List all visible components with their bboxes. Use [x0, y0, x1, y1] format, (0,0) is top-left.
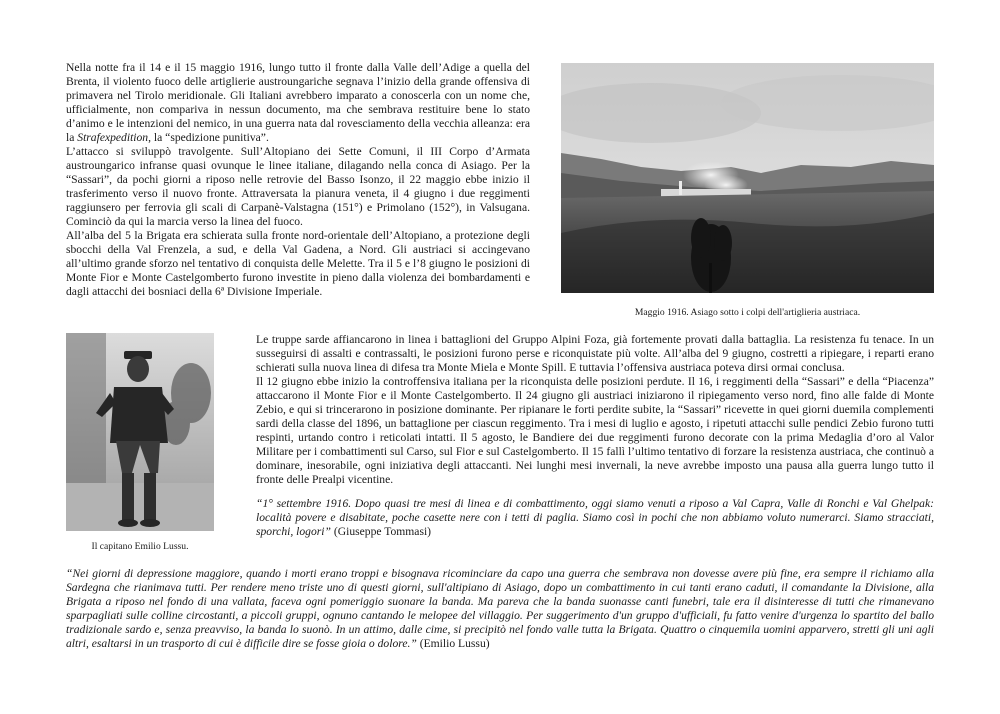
tommasi-quote-author: (Giuseppe Tommasi) [333, 525, 432, 538]
asiago-photo-image [561, 63, 934, 293]
middle-text [256, 333, 934, 487]
tommasi-quote [256, 497, 934, 539]
asiago-photo-caption: Maggio 1916. Asiago sotto i colpi dell'artiglieria austriaca. [634, 307, 861, 318]
intro-text [66, 61, 530, 299]
strafexpedition-term: Strafexpedition [77, 131, 149, 144]
intro-paragraph-1: Nella notte fra il 14 e il 15 maggio 1916, lungo tutto il fronte dalla Valle dell’Adige a quella del Brenta, il violento fuoco delle artiglierie austroungariche segnava l’inizio della grande offensiva di primavera nel Tirolo meridionale. Gli Italiani avrebbero imparato a conoscerla con un nome che, ufficialmente, non compariva in nessun documento, ma che sembrava restituire bene lo stato d’animo e le intenzioni del nemico, in una guerra nata dal rovesciamento della vecchia alleanza: era la Strafexpedition, la “spedizione punitiva”. [66, 61, 530, 144]
lussu-quote-author: (Emilio Lussu) [419, 637, 490, 650]
lussu-photo-image [66, 333, 214, 531]
intro-paragraph-3: All’alba del 5 la Brigata era schierata sulla fronte nord-orientale dell’Altopiano, a protezione degli sbocchi della Val Frenzela, a sud, e della Val Gadena, a Nord. Gli austriaci si accingevano all’ultimo grande sforzo nel tentativo di conquista delle Melette. Tra il 5 e l’8 giugno le posizioni di Monte Fior e Monte Castelgomberto furono investite in pieno dalla violenza dei bombardamenti e dagli attacchi dei bosniaci della 6ª Divisione Imperiale. [66, 229, 530, 298]
lussu-photo [66, 333, 214, 531]
middle-paragraph-2: Il 12 giugno ebbe inizio la controffensiva italiana per la riconquista delle posizioni perdute. Il 16, i reggimenti della “Sassari” e della “Piacenza” attaccarono il Monte Fior e il Monte Castelgomberto. Il 24 giugno gli austriaci iniziarono il ripiegamento verso nord, fino alle falde di Monte Zebio, e qui si trincerarono in posizione dominante. Per ripianare le forti perdite subite, la “Sassari” ricevette in quei giorni duemila complementi sardi della classe del 1896, un battaglione per ciascun reggimento. Tra i mesi di luglio e agosto, i ripetuti attacchi sulle pendici Zebio furono tutti respinti, urtando contro i reticolati intatti. Il 5 agosto, le Bandiere dei due reggimenti furono decorate con la prima Medaglia d’oro al Valor Militare per i combattimenti sul Carso, sul Fior e sul Castelgomberto. Il 15 fallì l’ultimo tentativo di forzare la resistenza austriaca, che continuò a dominare, inesorabile, ogni iniziativa degli attaccanti. Nei lunghi mesi invernali, la neve avrebbe imposto una pausa alla guerra lungo tutto il fronte delle Prealpi vicentine. [256, 375, 934, 486]
lussu-quote [66, 567, 934, 651]
lussu-quote-text: “Nei giorni di depressione maggiore, quando i morti erano troppi e bisognava ricominciare da capo una guerra che sembrava non dovesse avere più fine, era sempre il richiamo alla Sardegna che rianimava tutti. Per rendere meno triste uno di questi giorni, sull'altipiano di Asiago, dopo un combattimento in cui tanti erano caduti, il comandante la Divisione, alla Brigata a riposo nel fondo di una vallata, faceva ogni pomeriggio suonare la banda. Ma pareva che la banda suonasse canti funebri, tale era il disinteresse di tutti che rimanevano sparpagliati sulle colline circostanti, a piccoli gruppi, ognuno cantando le melopee del villaggio. Per suggerimento d'un gruppo d'ufficiali, fu fatto venire d'urgenza lo spartito del ballo tradizionale sardo e, senza preavviso, la banda lo suonò. In un attimo, dalle cime, si precipitò nel fondo valle tutta la Brigata. Quattro o cinquemila uomini apparvero, stretti gli uni agli altri, esaltarsi in un trasporto di cui è difficile dire se fosse gioia o dolore.” [66, 567, 934, 650]
intro-paragraph-2: L’attacco si sviluppò travolgente. Sull’Altopiano dei Sette Comuni, il III Corpo d’Armata austroungarico infranse quasi ovunque le linee italiane, dilagando nella conca di Asiago. Per la “Sassari”, da pochi giorni a riposo nelle retrovie del Basso Isonzo, il 22 maggio ebbe inizio il trasferimento verso il nuovo fronte. Attraversata la pianura veneta, il 4 giugno i due reggimenti raggiunsero per ferrovia gli scali di Carpanè-Valstagna (151°) e Primolano (152°), in Valsugana. Cominciò da qui la marcia verso la linea del fuoco. [66, 145, 530, 228]
middle-paragraph-1: Le truppe sarde affiancarono in linea i battaglioni del Gruppo Alpini Foza, già fortemente provati dalla battaglia. La resistenza fu tenace. In un susseguirsi di assalti e contrassalti, le posizioni furono perse e riconquistate più volte. All’alba del 9 giugno, costretti a ripiegare, i reparti erano schierati sulla nuova linea di difesa tra Monte Miela e Monte Spill. E tuttavia l’offensiva austriaca poteva dirsi ormai conclusa. [256, 333, 934, 374]
tommasi-quote-text: “1° settembre 1916. Dopo quasi tre mesi di linea e di combattimento, oggi siamo venuti a riposo a Val Capra, Valle di Ronchi e Val Ghelpak: località povere e disabitate, poche casette nere con i tetti di paglia. Siamo così in pochi che non abbiamo voluto numerarci. Siamo stracciati, sporchi, logori” [256, 497, 934, 538]
lussu-photo-caption: Il capitano Emilio Lussu. [91, 541, 189, 552]
asiago-photo [561, 63, 934, 293]
